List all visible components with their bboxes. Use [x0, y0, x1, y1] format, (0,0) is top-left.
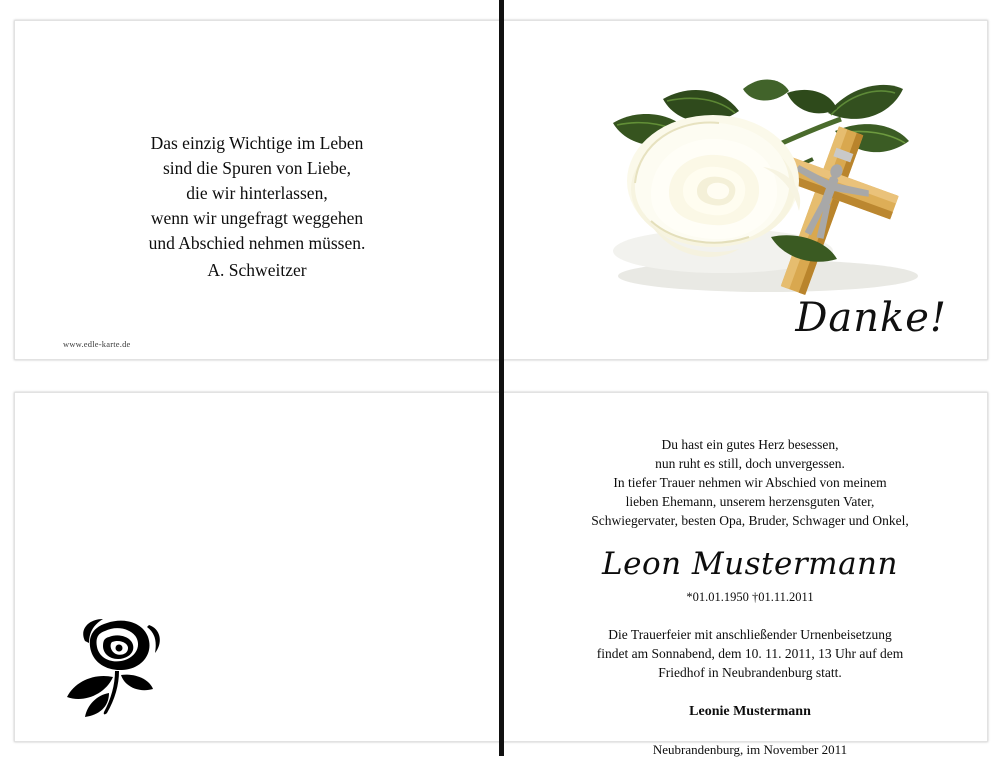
obituary-text-block — [515, 435, 985, 758]
life-dates: *01.01.1950 †01.11.2011 — [686, 590, 814, 604]
survivor-name: Leonie Mustermann — [689, 704, 811, 719]
verse-line-2: sind die Spuren von Liebe, — [162, 158, 352, 178]
obituary-intro — [515, 435, 985, 530]
website-url: www.edle-karte.de — [63, 339, 131, 349]
black-rose-silhouette-icon — [49, 615, 179, 725]
funeral-line-1: Die Trauerfeier mit anschließender Urnenbeisetzung — [608, 627, 892, 642]
funeral-line-2: findet am Sonnabend, dem 10. 11. 2011, 13 Uhr auf dem — [596, 646, 904, 661]
funeral-details — [515, 625, 985, 682]
intro-line-4: lieben Ehemann, unserem herzensguten Vater, — [625, 494, 875, 509]
verse-line-3: die wir hinterlassen, — [186, 183, 328, 203]
card-fold-line — [499, 0, 504, 756]
verse-author: A. Schweitzer — [207, 260, 307, 280]
thanks-word: Danke! — [795, 295, 947, 341]
intro-line-3: In tiefer Trauer nehmen wir Abschied von meinem — [613, 475, 887, 490]
white-rose-crucifix-image — [573, 71, 973, 301]
verse-line-1: Das einzig Wichtige im Leben — [150, 133, 364, 153]
deceased-name: Leon Mustermann — [602, 546, 898, 582]
funeral-line-3: Friedhof in Neubrandenburg statt. — [658, 665, 842, 680]
verse-line-5: und Abschied nehmen müssen. — [148, 233, 366, 253]
intro-line-1: Du hast ein gutes Herz besessen, — [661, 437, 839, 452]
verse-block — [37, 131, 477, 283]
intro-line-2: nun ruht es still, doch unvergessen. — [655, 456, 845, 471]
intro-line-5: Schwiegervater, besten Opa, Bruder, Schwager und Onkel, — [591, 513, 909, 528]
verse-line-4: wenn wir ungefragt weggehen — [150, 208, 364, 228]
place-and-date: Neubrandenburg, im November 2011 — [652, 742, 848, 757]
